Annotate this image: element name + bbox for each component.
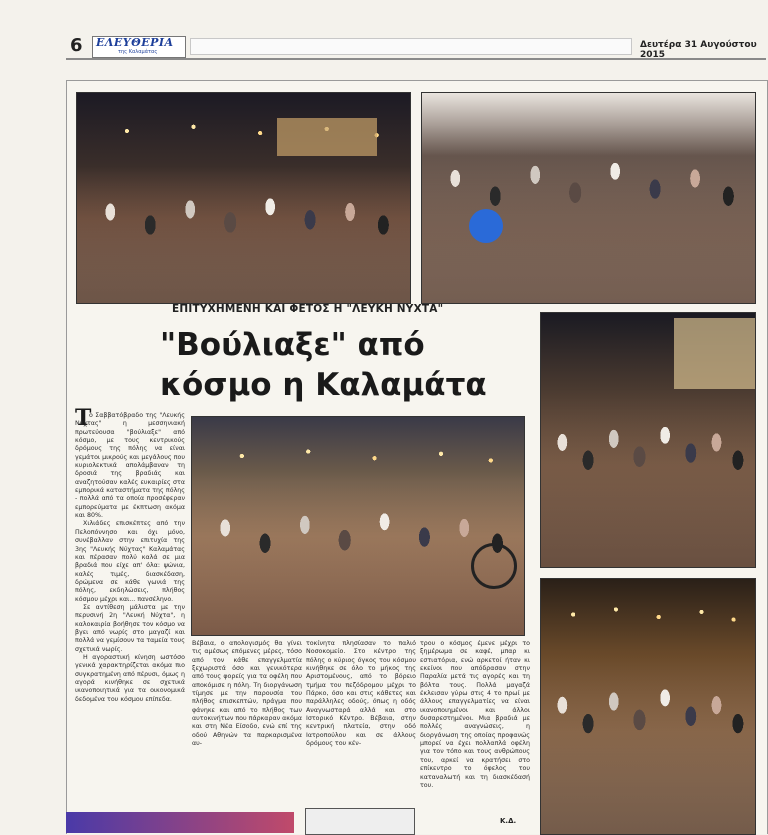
article-column-4: τρου ο κόσμος έμενε μέχρι το ξημέρωμα σε καφέ, μπαρ κι εστιατόρια, ενώ αρκετοί ήταν κι εκείνοι που απόδρασαν στην Παραλία μετά τις αγορές και τη βόλτα τους. Πολλά μαγαζά έκλεισαν γύρω στις 4 το πρωί με άλλους επαγγελματίες να είναι ικανοποιημένοι και άλλοι δυσαρεστημένοι. Μια βραδιά με πολλές αναγνώσεις, η διοργάνωση της οποίας προφανώς μπορεί να έχει πολλαπλά οφέλη για τον τόπο και τους ανθρώπους του, αρκεί να κρατήσει στο επίκεντρο το όφελος του καταναλωτή και τη διασκέδασή του. xyxy=(420,640,530,789)
headline-line-2: κόσμο η Καλαμάτα xyxy=(160,367,487,403)
bicycle-wheel xyxy=(471,543,517,589)
string-lights xyxy=(541,589,755,640)
drop-cap: Τ xyxy=(75,405,92,431)
newspaper-logo: ΕΛΕΥΘΕΡΙΑ xyxy=(96,36,174,49)
paragraph: Σε αντίθεση μάλιστα με την περυσινή 2η "Λευκή Νύχτα", η καλοκαιρία βοήθησε τον κόσμο να βγει από νωρίς στο μαγαζί και πολλά να γεμίσουν τα ταμεία τους σχετικά νωρίς. xyxy=(75,603,185,653)
article-column-3: τοκίνητα πλησίασαν το παλιό Νοσοκομείο. Στο κέντρο της πόλης ο κύριος όγκος του κόσμου κινήθηκε σε όλο το μήκος της Αριστομένους, από το βόρειο τμήμα του πεζόδρομου μέχρι το Πάρκο, όσο και στις κάθετες και παράλληλες οδούς, όπως η οδός Αναγνωσταρά αλλά και στο Ιστορικό Κέντρο. Βέβαια, στην κεντρική πλατεία, στην οδό Ιατροπούλου και σε άλλους δρόμους του κέν- xyxy=(306,640,416,748)
paragraph: Χιλιάδες επισκέπτες από την Πελοπόννησο και όχι μόνο, συνέβαλλαν στην επιτυχία της 3ης "Λευκής Νύχτας" Καλαμάτας και πέρασαν πολύ καλά σε μια βραδιά που είχε απ' όλα: ψώνια, καλές τιμές, διασκέδαση, δρώμενα σε κάθε γωνιά της πόλης, εκδηλώσεις, πλήθος κόσμου μέχρι και... πανσέληνο. xyxy=(75,520,185,603)
page-number: 6 xyxy=(70,35,83,56)
header-banner xyxy=(190,38,632,55)
paragraph: ο Σαββατόβραδο της "Λευκής Νύχτας" η μεσσηνιακή πρωτεύουσα "βούλιαξε" από κόσμο, με τους κεντρικούς δρόμους της πόλης να είναι γεμάτοι μικρούς και μεγάλους που κυριολεκτικά απολάμβαναν τη δροσιά της βραδιάς και αναζητούσαν καλές ευκαιρίες στα εμπορικά καταστήματα της πόλης - πολλά από τα οποία προσέφεραν εμπορεύματα με έκπτωση ακόμα και 80%. xyxy=(75,412,185,520)
article-column-2: Βέβαια, ο απολογισμός θα γίνει τις αμέσως επόμενες μέρες, τόσο από τον κάθε επαγγελματία ξεχωριστά όσο και γενικότερα από τους φορείς για τα οφέλη που αποκόμισε η πόλη. Τη διοργάνωση τίμησε με την παρουσία του πλήθος επισκεπτών, πράγμα που φάνηκε και από το πλήθος των αυτοκινήτων που πάρκαραν ακόμα και στη Νέα Είσοδο, ενώ επί της οδού Αθηνών τα παρκαρισμένα αυ- xyxy=(192,640,302,748)
crowd xyxy=(77,173,410,303)
photo-right-upper xyxy=(540,312,756,568)
blue-balloon xyxy=(469,209,503,243)
article-column-1 xyxy=(75,412,185,704)
paragraph: Η αγοραστική κίνηση ωστόσο γενικά χαρακτηρίζεται ακόμα πιο συγκρατημένη από πέρυσι, όμως η αγορά κινήθηκε σε σχετικά ικανοποιητικά για τα οικονομικά δεδομένα του κόσμου επίπεδα. xyxy=(75,653,185,703)
issue-date: Δευτέρα 31 Αυγούστου 2015 xyxy=(640,40,757,60)
newspaper-logo-subtitle: της Καλαμάτας xyxy=(118,49,158,55)
author-initials: Κ.Δ. xyxy=(500,817,517,825)
crowd xyxy=(541,389,755,567)
bottom-ad-strip xyxy=(66,812,294,833)
article-kicker: ΕΠΙΤΥΧΗΜΕΝΗ ΚΑΙ ΦΕΤΟΣ Η "ΛΕΥΚΗ ΝΥΧΤΑ" xyxy=(172,303,444,315)
street-lights xyxy=(192,434,524,478)
photo-right-lower xyxy=(540,578,756,835)
photo-top-right xyxy=(421,92,756,304)
photo-middle xyxy=(191,416,525,636)
photo-top-left xyxy=(76,92,411,304)
sport-shop-sign xyxy=(674,318,755,389)
bottom-box xyxy=(305,808,415,835)
crowd xyxy=(422,125,755,304)
crowd xyxy=(541,650,755,834)
shop-front xyxy=(277,118,377,156)
headline-line-1: "Βούλιαξε" από xyxy=(160,327,425,363)
